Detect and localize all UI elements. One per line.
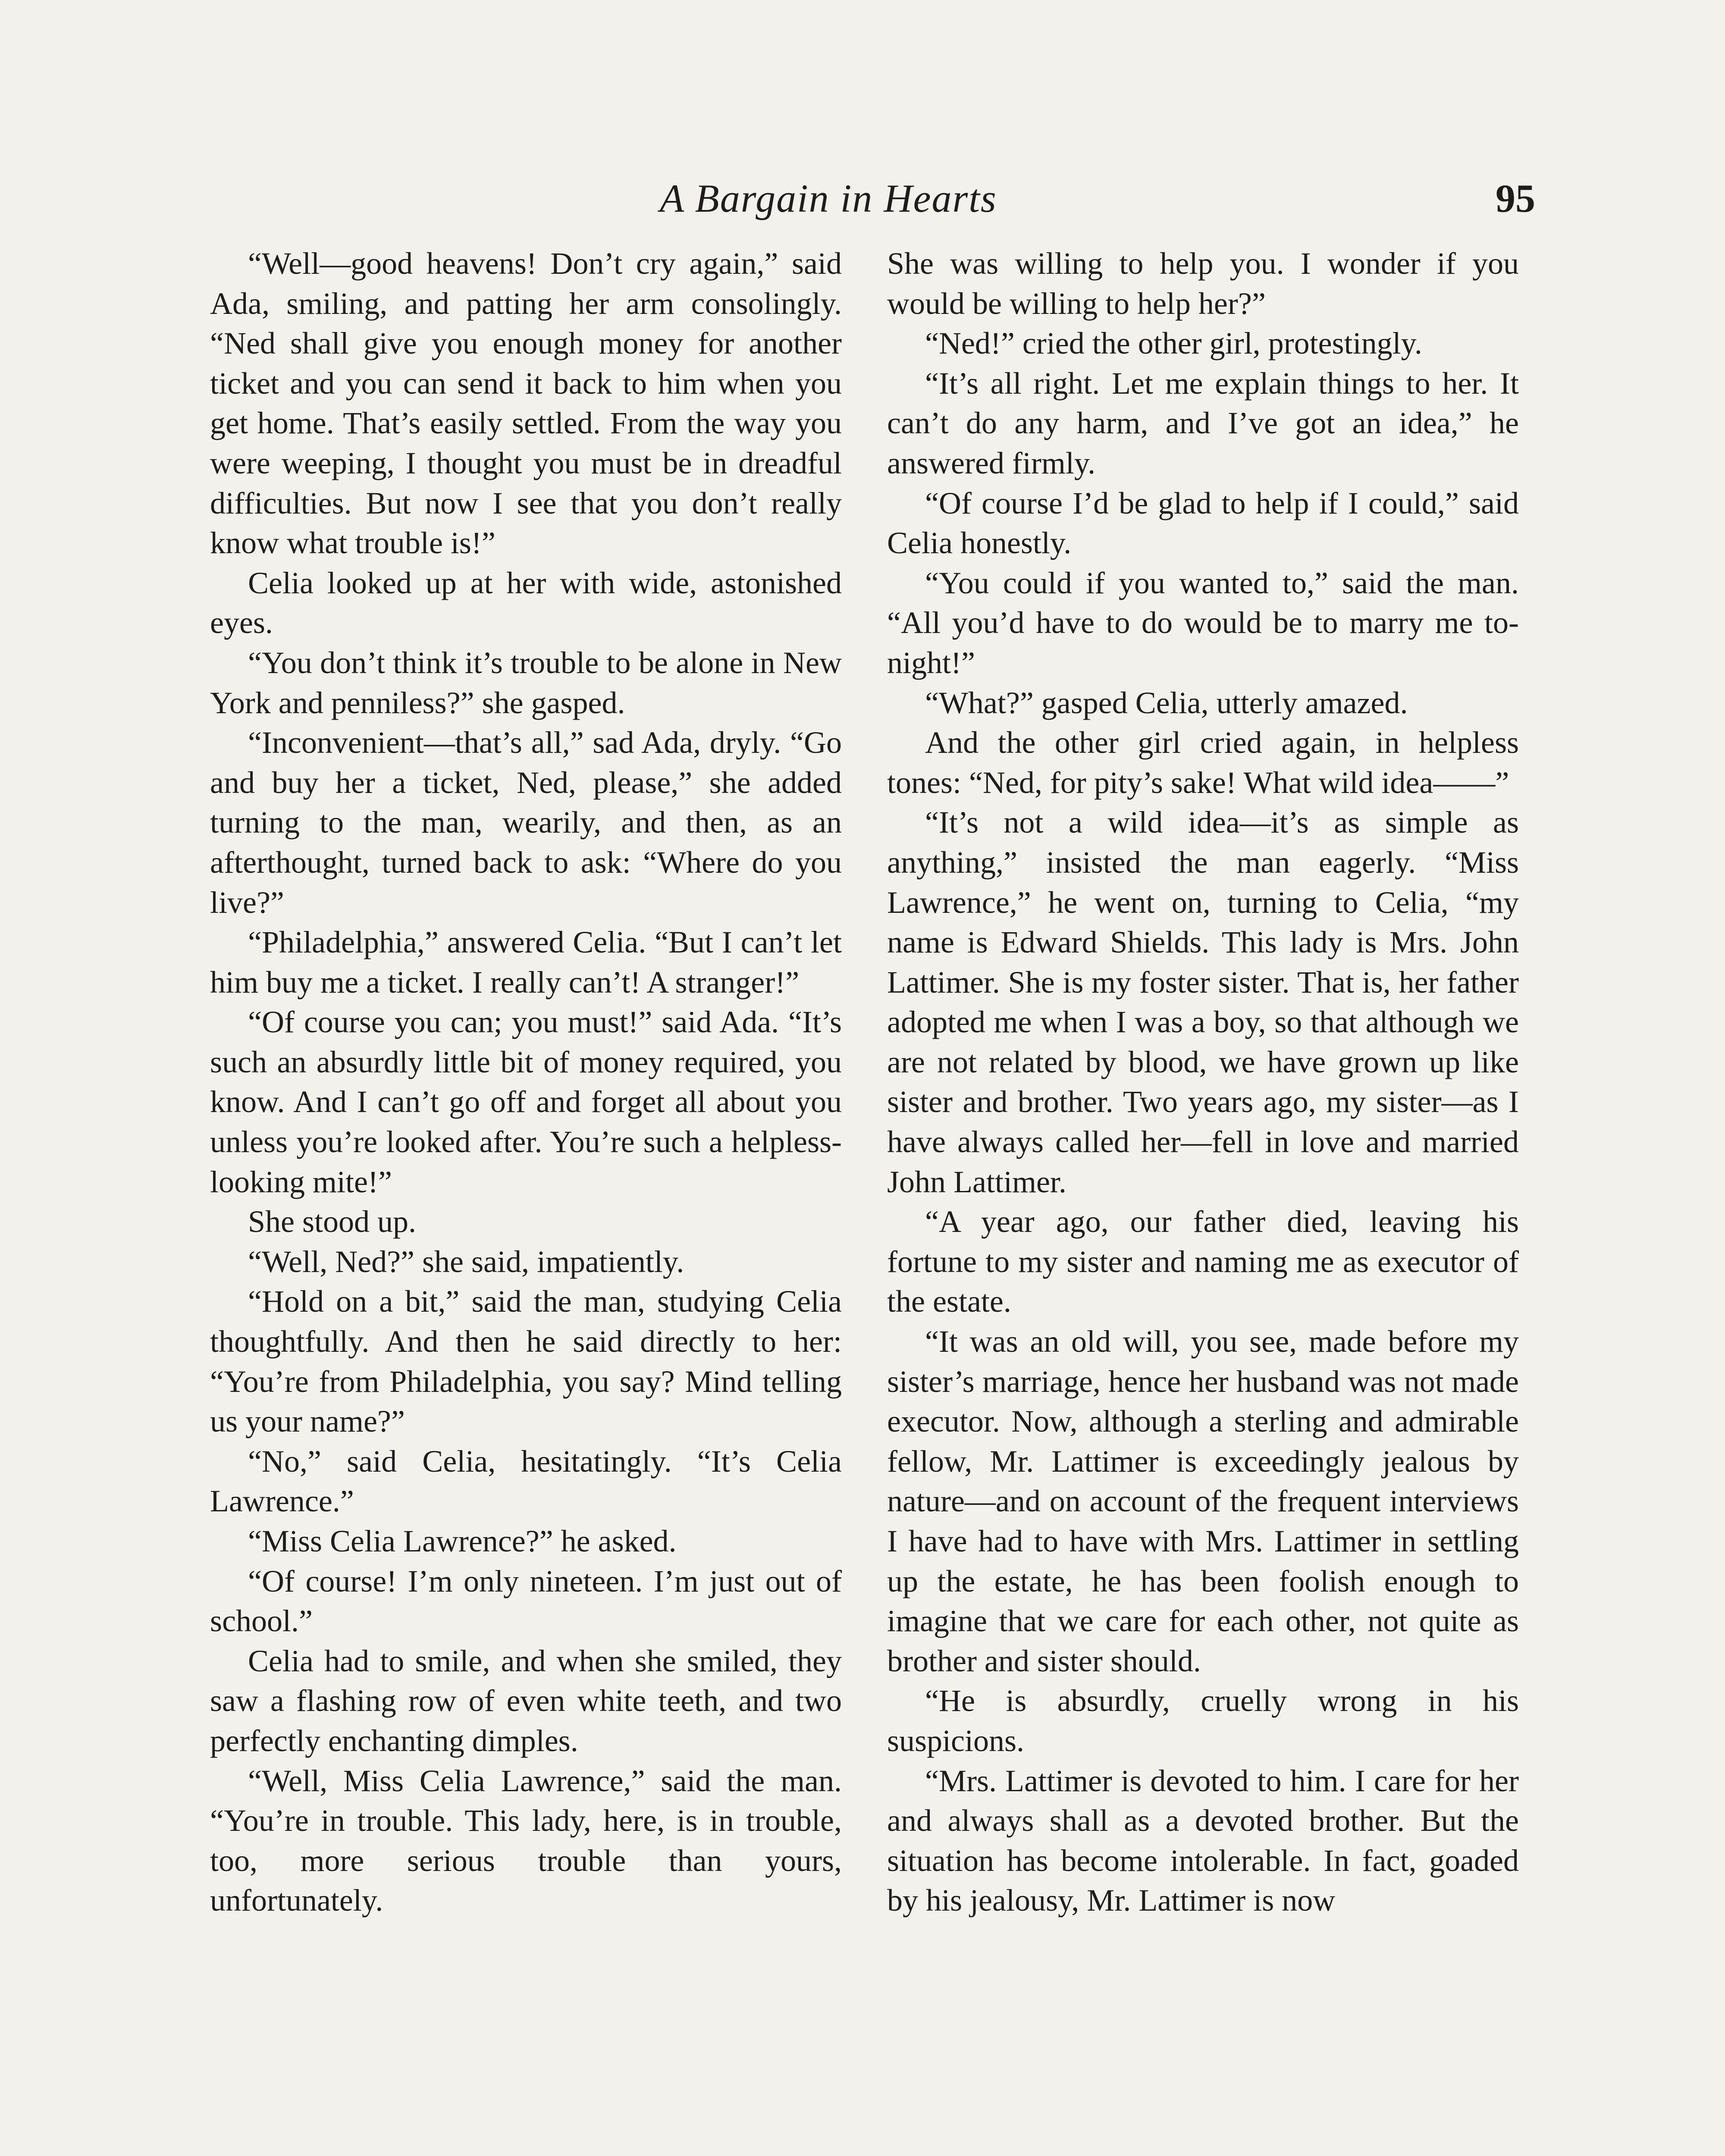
- paragraph: “Hold on a bit,” said the man, studying Celia thoughtfully. And then he said directly to her: “You’re from Philadelphia, you say? Mind telling us your name?”: [210, 1284, 842, 1439]
- paragraph: “Mrs. Lattimer is devoted to him. I care for her and always shall as a devoted brother. But the situation has become intolerable. In fact, goaded by his jealousy, Mr. Lattimer is now: [887, 1763, 1519, 1918]
- running-title: A Bargain in Hearts: [660, 176, 997, 220]
- paragraph: She stood up.: [248, 1204, 417, 1239]
- page-header: [612, 166, 1535, 231]
- paragraph: And the other girl cried again, in helpless tones: “Ned, for pity’s sake! What wild idea——”: [887, 725, 1519, 800]
- paragraph: “A year ago, our father died, leaving his fortune to my sister and naming me as executor of the estate.: [887, 1204, 1519, 1319]
- paragraph: “Well, Miss Celia Lawrence,” said the man. “You’re in trouble. This lady, here, is in trouble, too, more serious trouble than yours, unfortunately.: [210, 1763, 842, 1918]
- paragraph: Celia looked up at her with wide, astonished eyes.: [210, 565, 842, 640]
- paragraph: “Of course you can; you must!” said Ada. “It’s such an absurdly little bit of money required, you know. And I can’t go off and forget all about you unless you’re looked after. You’re such a helpless-looking mite!”: [210, 1005, 842, 1199]
- paragraph: “Of course I’d be glad to help if I could,” said Celia honestly.: [887, 486, 1519, 561]
- paragraph: “Philadelphia,” answered Celia. “But I can’t let him buy me a ticket. I really can’t! A stranger!”: [210, 925, 842, 1000]
- paragraph: “Inconvenient—that’s all,” sad Ada, dryly. “Go and buy her a ticket, Ned, please,” she added turning to the man, wearily, and then, as an afterthought, turned back to ask: “Where do you live?”: [210, 725, 842, 920]
- paragraph: “Of course! I’m only nineteen. I’m just out of school.”: [210, 1564, 842, 1639]
- paragraph: “It’s not a wild idea—it’s as simple as anything,” insisted the man eagerly. “Miss Lawrence,” he went on, turning to Celia, “my name is Edward Shields. This lady is Mrs. John Lattimer. She is my foster sister. That is, her father adopted me when I was a boy, so that although we are not related by blood, we have grown up like sister and brother. Two years ago, my sister—as I have always called her—fell in love and married John Lattimer.: [887, 805, 1519, 1199]
- paragraph: “Well, Ned?” she said, impatiently.: [248, 1244, 684, 1279]
- paragraph: “It’s all right. Let me explain things to her. It can’t do any harm, and I’ve got an idea,” he answered firmly.: [887, 366, 1519, 480]
- paragraph: “What?” gasped Celia, utterly amazed.: [925, 685, 1408, 720]
- right-column: [887, 244, 1519, 1921]
- paragraph: “Well—good heavens! Don’t cry again,” said Ada, smiling, and patting her arm consolingly. “Ned shall give you enough money for another ticket and you can send it back to him when you get home. That’s easily settled. From the way you were weeping, I thought you must be in dreadful difficulties. But now I see that you don’t really know what trouble is!”: [210, 246, 842, 561]
- paragraph-continued: She was willing to help you. I wonder if you would be willing to help her?”: [887, 246, 1519, 321]
- paragraph: “It was an old will, you see, made before my sister’s marriage, hence her husband was not made executor. Now, although a sterling and admirable fellow, Mr. Lattimer is exceedingly jealous by nature—and on account of the frequent interviews I have had to have with Mrs. Lattimer in settling up the estate, he has been foolish enough to imagine that we care for each other, not quite as brother and sister should.: [887, 1324, 1519, 1678]
- paragraph: “You don’t think it’s trouble to be alone in New York and penniless?” she gasped.: [210, 645, 842, 720]
- paragraph: “He is absurdly, cruelly wrong in his suspicions.: [887, 1683, 1519, 1758]
- page-number: 95: [1496, 176, 1535, 220]
- paragraph: “Ned!” cried the other girl, protestingly.: [925, 326, 1422, 361]
- paragraph: “Miss Celia Lawrence?” he asked.: [248, 1524, 677, 1558]
- left-column: [210, 244, 842, 1921]
- paragraph: “No,” said Celia, hesitatingly. “It’s Celia Lawrence.”: [210, 1444, 842, 1519]
- paragraph: “You could if you wanted to,” said the man. “All you’d have to do would be to marry me to-night!”: [887, 565, 1519, 680]
- paragraph: Celia had to smile, and when she smiled, they saw a flashing row of even white teeth, and two perfectly enchanting dimples.: [210, 1643, 842, 1758]
